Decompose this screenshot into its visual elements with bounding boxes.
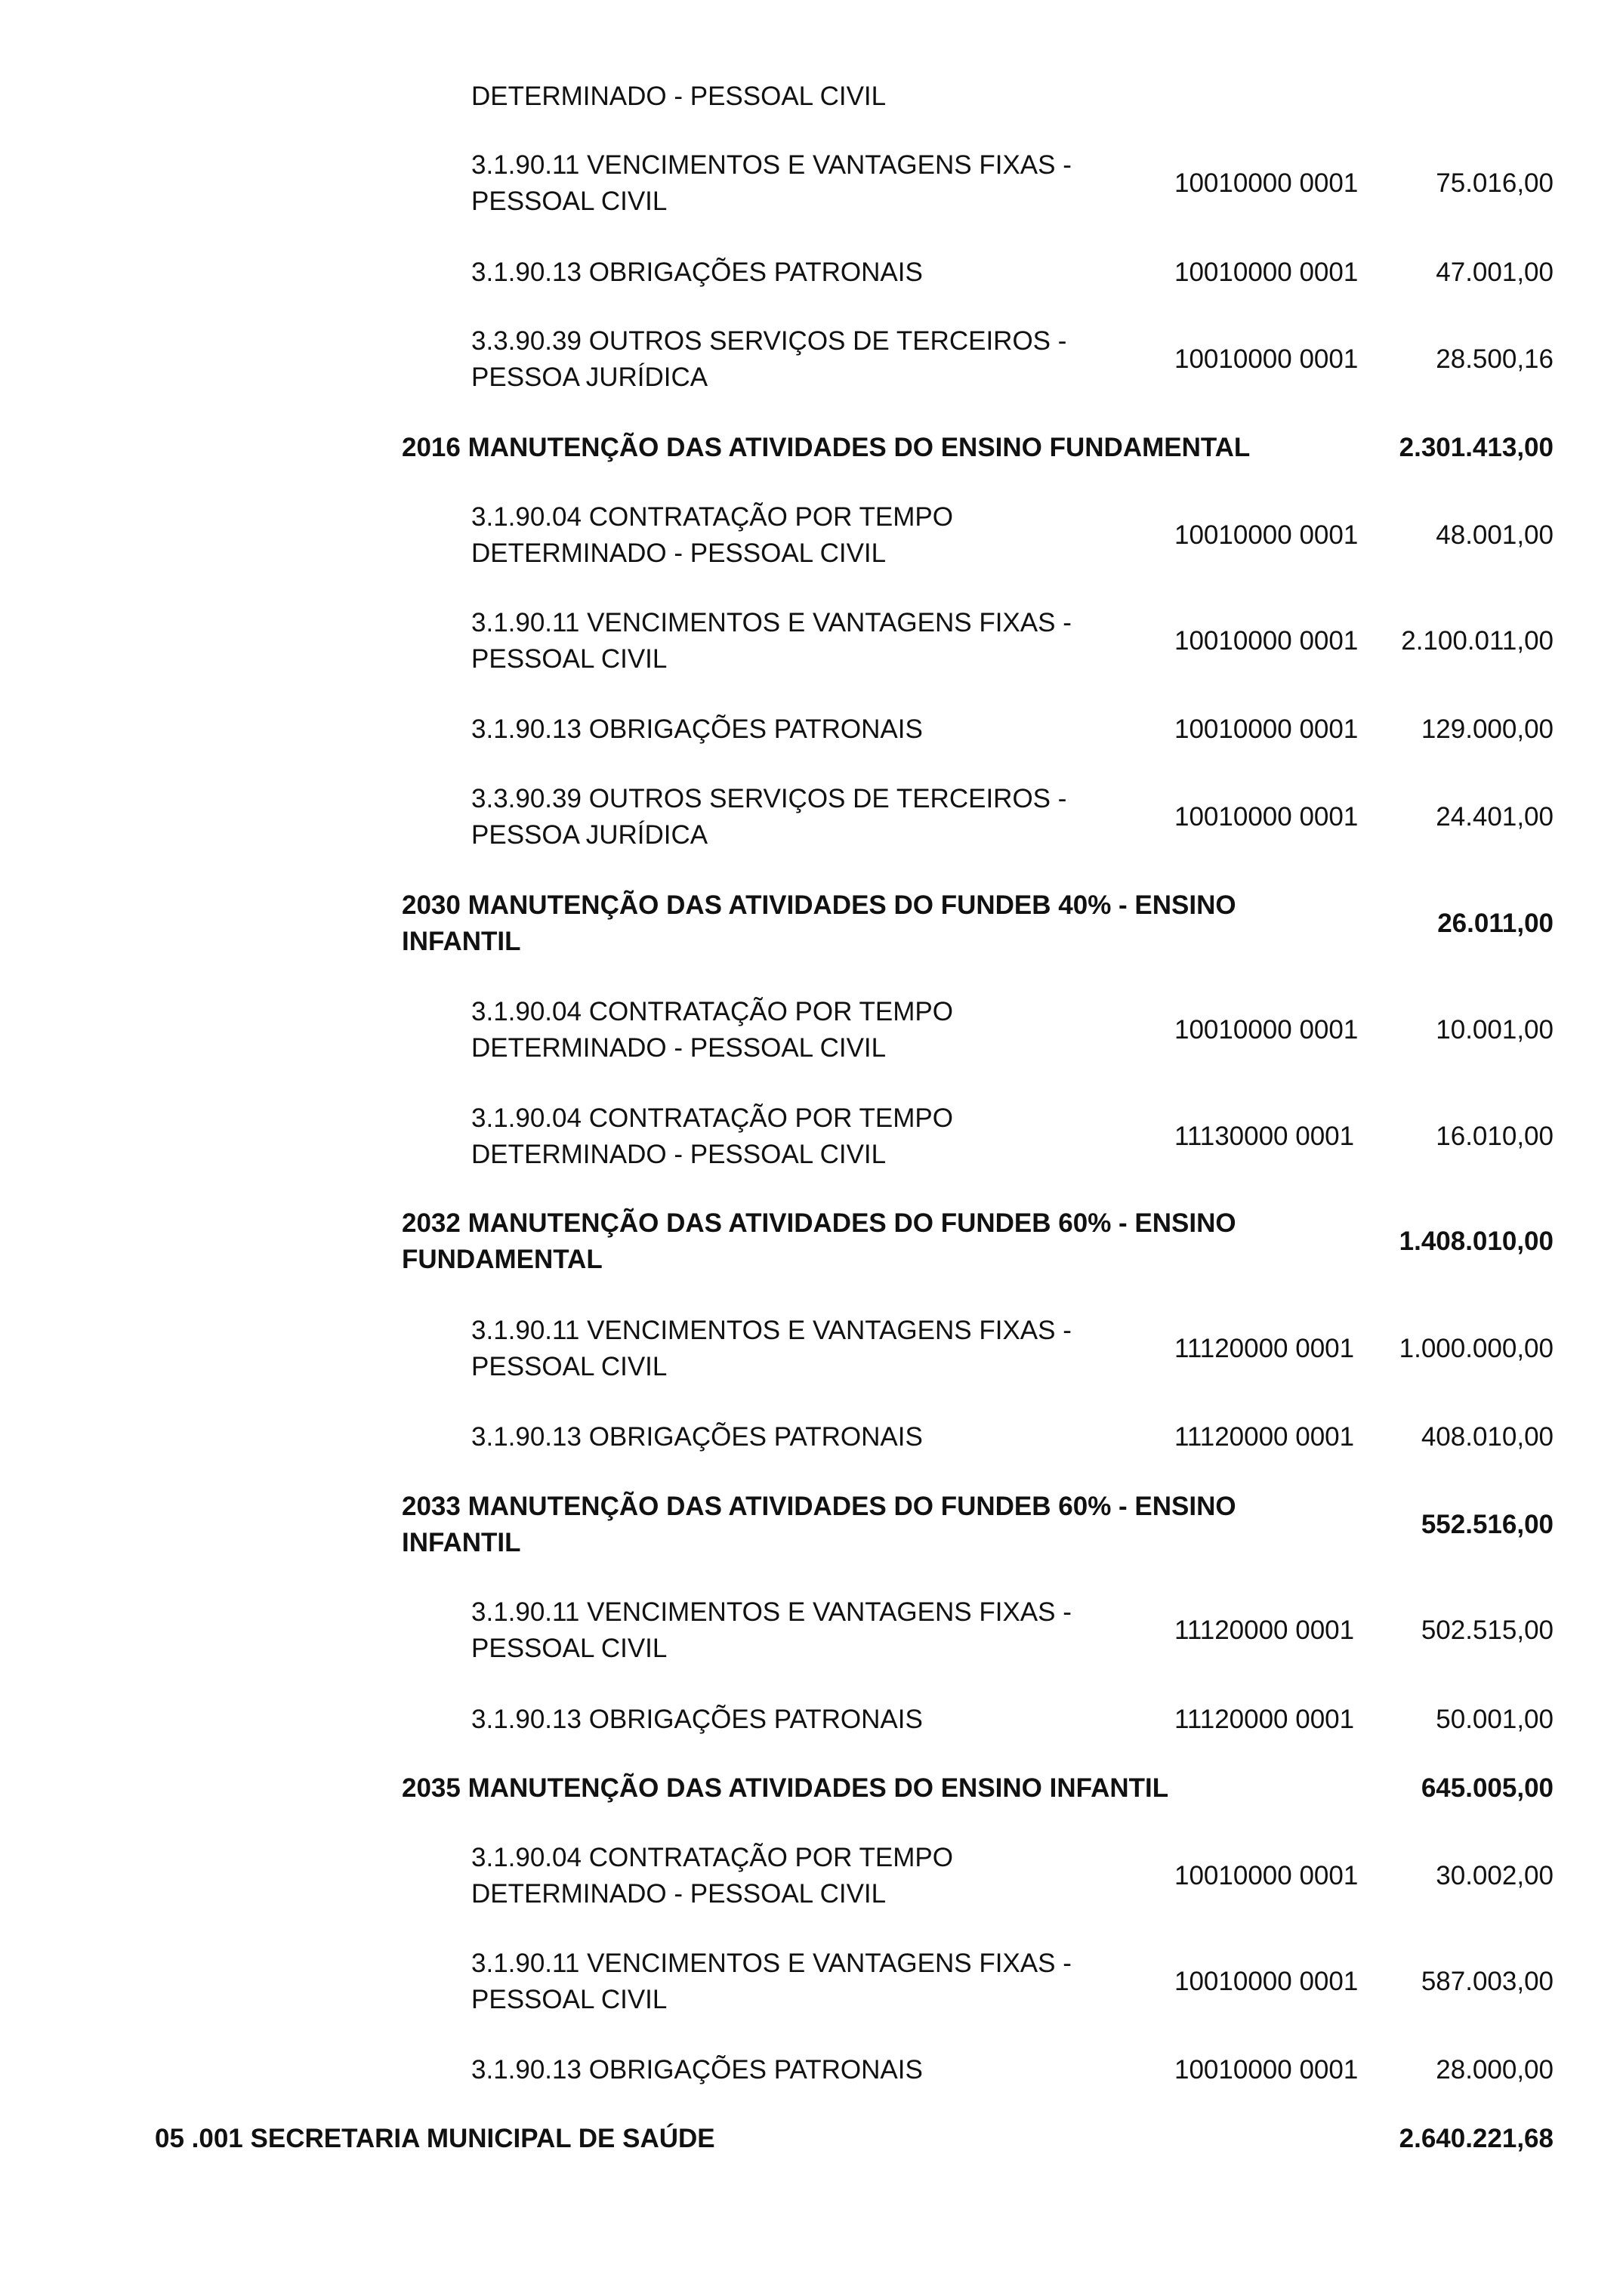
item-source-code: 10010000 0001 <box>1174 258 1359 287</box>
action-total: 645.005,00 <box>1421 1773 1554 1803</box>
action-title: 2030 MANUTENÇÃO DAS ATIVIDADES DO FUNDEB 40% - ENSINO INFANTIL <box>402 890 1236 956</box>
item-description: 3.1.90.11 VENCIMENTOS E VANTAGENS FIXAS - PESSOAL CIVIL <box>471 1597 1072 1663</box>
action-heading <box>0 887 1623 960</box>
action-title: 2032 MANUTENÇÃO DAS ATIVIDADES DO FUNDEB 60% - ENSINO FUNDAMENTAL <box>402 1208 1236 1274</box>
item-description: 3.1.90.04 CONTRATAÇÃO POR TEMPO DETERMINADO - PESSOAL CIVIL <box>471 502 953 568</box>
item-value: 50.001,00 <box>1436 1705 1554 1734</box>
table-row <box>0 1840 1623 1912</box>
action-heading <box>0 1205 1623 1278</box>
table-row <box>0 1702 1623 1738</box>
action-heading <box>0 1489 1623 1561</box>
item-description: 3.1.90.04 CONTRATAÇÃO POR TEMPO DETERMINADO - PESSOAL CIVIL <box>471 997 953 1063</box>
unit-total: 2.640.221,68 <box>1399 2124 1554 2153</box>
item-source-code: 11120000 0001 <box>1174 1616 1355 1645</box>
item-source-code: 10010000 0001 <box>1174 168 1359 198</box>
item-value: 587.003,00 <box>1421 1967 1554 1996</box>
item-value: 1.000.000,00 <box>1399 1334 1554 1363</box>
table-row <box>0 255 1623 291</box>
action-total: 552.516,00 <box>1421 1510 1554 1539</box>
item-value: 24.401,00 <box>1436 802 1554 832</box>
table-row <box>0 711 1623 748</box>
item-source-code: 10010000 0001 <box>1174 802 1359 832</box>
item-value: 28.500,16 <box>1436 344 1554 374</box>
item-value: 2.100.011,00 <box>1401 626 1554 656</box>
item-description: DETERMINADO - PESSOAL CIVIL <box>471 82 887 111</box>
action-total: 1.408.010,00 <box>1399 1227 1554 1256</box>
unit-title: 05 .001 SECRETARIA MUNICIPAL DE SAÚDE <box>155 2124 715 2153</box>
item-source-code: 10010000 0001 <box>1174 344 1359 374</box>
action-title: 2016 MANUTENÇÃO DAS ATIVIDADES DO ENSINO FUNDAMENTAL <box>402 433 1251 462</box>
item-value: 129.000,00 <box>1421 714 1554 744</box>
item-source-code: 10010000 0001 <box>1174 714 1359 744</box>
table-row <box>0 147 1623 220</box>
table-row <box>0 499 1623 572</box>
item-value: 10.001,00 <box>1436 1015 1554 1045</box>
action-title: 2033 MANUTENÇÃO DAS ATIVIDADES DO FUNDEB 60% - ENSINO INFANTIL <box>402 1492 1236 1557</box>
item-description: 3.1.90.11 VENCIMENTOS E VANTAGENS FIXAS - PESSOAL CIVIL <box>471 150 1072 216</box>
table-row <box>0 1419 1623 1455</box>
item-description: 3.3.90.39 OUTROS SERVIÇOS DE TERCEIROS - PESSOA JURÍDICA <box>471 784 1067 850</box>
item-value: 48.001,00 <box>1436 520 1554 550</box>
table-row <box>0 1946 1623 2018</box>
item-source-code: 10010000 0001 <box>1174 1967 1359 1996</box>
item-source-code: 10010000 0001 <box>1174 1861 1359 1890</box>
item-description: 3.1.90.11 VENCIMENTOS E VANTAGENS FIXAS - PESSOAL CIVIL <box>471 1949 1072 2014</box>
unit-heading <box>0 2121 1623 2157</box>
item-value: 408.010,00 <box>1421 1422 1554 1452</box>
table-row <box>0 323 1623 396</box>
item-source-code: 11130000 0001 <box>1174 1122 1355 1151</box>
item-source-code: 10010000 0001 <box>1174 626 1359 656</box>
item-description: 3.1.90.04 CONTRATAÇÃO POR TEMPO DETERMINADO - PESSOAL CIVIL <box>471 1843 953 1909</box>
item-value: 30.002,00 <box>1436 1861 1554 1890</box>
item-description: 3.1.90.13 OBRIGAÇÕES PATRONAIS <box>471 1422 923 1452</box>
table-row <box>0 1594 1623 1667</box>
item-description: 3.1.90.11 VENCIMENTOS E VANTAGENS FIXAS - PESSOAL CIVIL <box>471 608 1072 674</box>
action-total: 26.011,00 <box>1437 909 1554 938</box>
item-value: 28.000,00 <box>1436 2055 1554 2085</box>
item-description: 3.1.90.13 OBRIGAÇÕES PATRONAIS <box>471 714 923 744</box>
item-value: 47.001,00 <box>1436 258 1554 287</box>
table-row <box>0 1100 1623 1173</box>
table-row <box>0 781 1623 853</box>
item-description: 3.1.90.13 OBRIGAÇÕES PATRONAIS <box>471 2055 923 2085</box>
action-title: 2035 MANUTENÇÃO DAS ATIVIDADES DO ENSINO INFANTIL <box>402 1773 1169 1803</box>
item-source-code: 10010000 0001 <box>1174 520 1359 550</box>
table-row <box>0 79 1623 115</box>
item-description: 3.3.90.39 OUTROS SERVIÇOS DE TERCEIROS - PESSOA JURÍDICA <box>471 326 1067 392</box>
action-total: 2.301.413,00 <box>1399 433 1554 462</box>
table-row <box>0 1313 1623 1385</box>
table-row <box>0 2052 1623 2088</box>
item-value: 502.515,00 <box>1421 1616 1554 1645</box>
item-source-code: 10010000 0001 <box>1174 2055 1359 2085</box>
action-heading <box>0 1770 1623 1807</box>
item-value: 16.010,00 <box>1436 1122 1554 1151</box>
item-description: 3.1.90.11 VENCIMENTOS E VANTAGENS FIXAS - PESSOAL CIVIL <box>471 1316 1072 1381</box>
item-description: 3.1.90.04 CONTRATAÇÃO POR TEMPO DETERMINADO - PESSOAL CIVIL <box>471 1103 953 1169</box>
item-value: 75.016,00 <box>1436 168 1554 198</box>
item-description: 3.1.90.13 OBRIGAÇÕES PATRONAIS <box>471 258 923 287</box>
table-row <box>0 605 1623 677</box>
action-heading <box>0 430 1623 466</box>
item-source-code: 11120000 0001 <box>1174 1422 1355 1452</box>
item-source-code: 11120000 0001 <box>1174 1334 1355 1363</box>
item-description: 3.1.90.13 OBRIGAÇÕES PATRONAIS <box>471 1705 923 1734</box>
item-source-code: 10010000 0001 <box>1174 1015 1359 1045</box>
item-source-code: 11120000 0001 <box>1174 1705 1355 1734</box>
table-row <box>0 994 1623 1066</box>
